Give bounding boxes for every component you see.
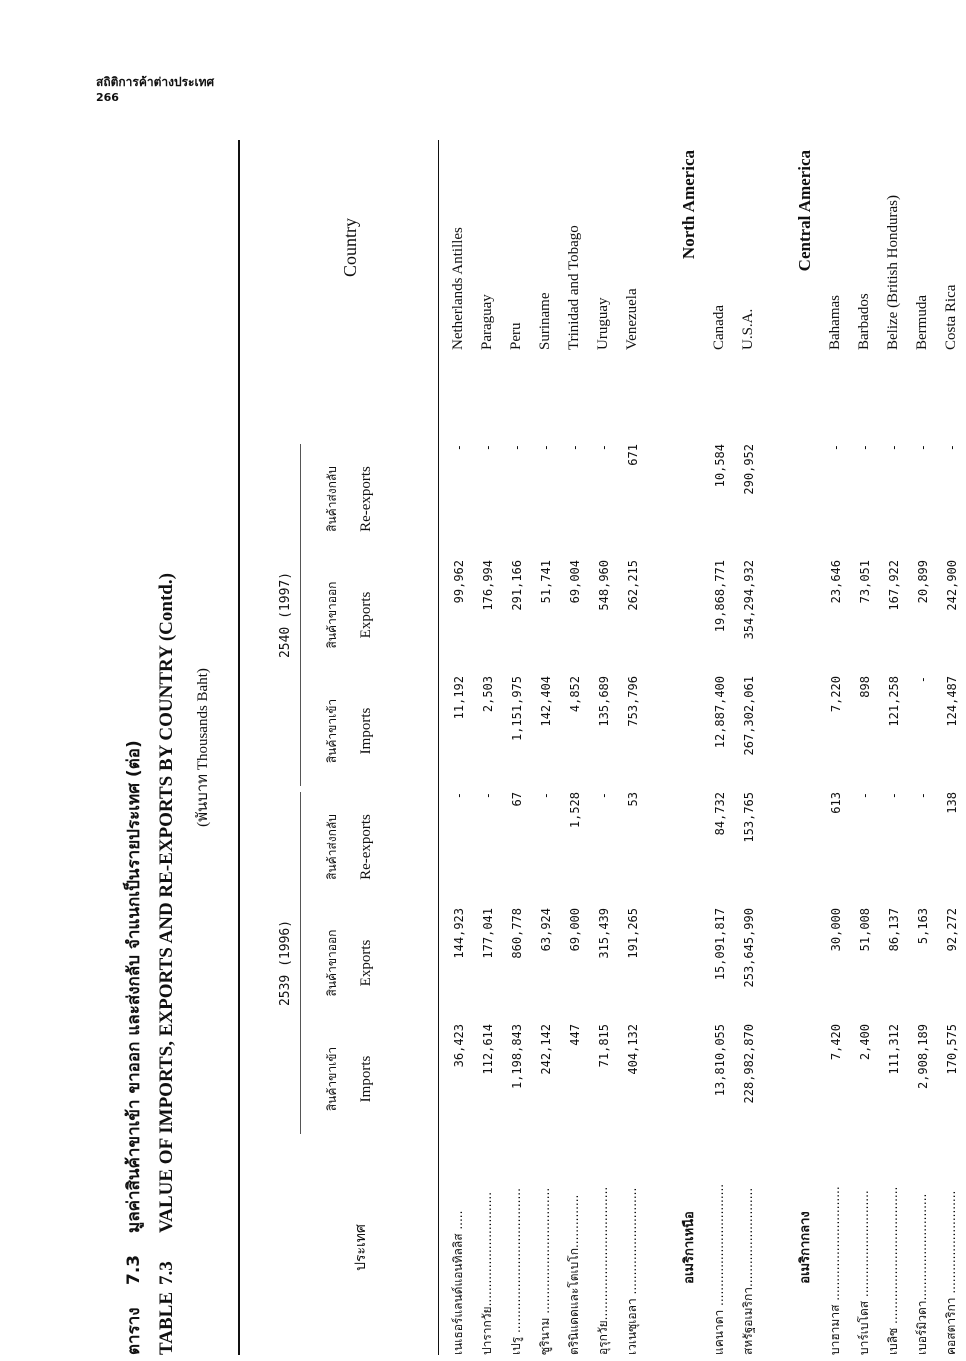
- table-title-english: [156, 573, 178, 1355]
- cell-imports-1996: 7,420: [828, 1024, 843, 1061]
- table-body: [444, 140, 966, 1355]
- country-name-th: คอสตาริกา ...........................: [944, 1190, 958, 1355]
- cell-imports-1996: 447: [567, 1024, 582, 1046]
- table-row: [879, 140, 908, 1355]
- cell-imports-1996: 111,312: [886, 1024, 901, 1075]
- title-th-number: 7.3: [124, 1254, 144, 1285]
- country-name-th: ตรินิแดดและโตเบโก..............: [567, 1194, 581, 1355]
- column-header-reexports-1997: [322, 444, 376, 554]
- cell-exports-1996: 5,163: [915, 908, 930, 945]
- cell-exports-1996: 69,000: [567, 908, 582, 952]
- country-name-en: Barbados: [856, 293, 872, 350]
- table-row: [821, 140, 850, 1355]
- title-th-label: ตาราง: [124, 1307, 144, 1355]
- cell-exports-1996: 144,923: [451, 908, 466, 959]
- cell-imports-1996: 13,810,055: [712, 1024, 727, 1097]
- exports-en-label: Exports: [358, 591, 374, 639]
- cell-reexports-1997: 290,952: [741, 444, 756, 495]
- cell-reexports-1997: -: [944, 444, 959, 452]
- cell-imports-1996: 170,575: [944, 1024, 959, 1075]
- cell-reexports-1997: -: [509, 444, 524, 452]
- cell-exports-1997: 167,922: [886, 560, 901, 611]
- page-number: 266: [96, 91, 119, 104]
- title-en-label: TABLE: [156, 1291, 177, 1355]
- cell-imports-1997: 12,887,400: [712, 676, 727, 749]
- cell-exports-1996: 86,137: [886, 908, 901, 952]
- year-rule-1997: [300, 444, 301, 786]
- cell-reexports-1996: 84,732: [712, 792, 727, 836]
- table-row: [560, 140, 589, 1355]
- region-name-en: North America: [679, 150, 698, 260]
- table-row: [850, 140, 879, 1355]
- column-header-imports-1997: [322, 676, 376, 786]
- title-th-text: มูลค่าสินค้าขาเข้า ขาออก และส่งกลับ จำแนกเป็นรายประเทศ (ต่อ): [124, 740, 144, 1233]
- cell-exports-1997: 291,166: [509, 560, 524, 611]
- country-name-en: Costa Rica: [943, 284, 959, 350]
- country-name-th: เบอร์มิวดา............................: [915, 1193, 929, 1355]
- table-row: [502, 140, 531, 1355]
- cell-exports-1997: 20,899: [915, 560, 930, 604]
- cell-exports-1996: 92,272: [944, 908, 959, 952]
- cell-imports-1997: 7,220: [828, 676, 843, 713]
- cell-reexports-1996: -: [596, 792, 611, 800]
- cell-exports-1997: 242,900: [944, 560, 959, 611]
- cell-exports-1996: 177,041: [480, 908, 495, 959]
- country-name-th: แคนาดา ................................: [712, 1183, 726, 1355]
- cell-imports-1997: 898: [857, 676, 872, 698]
- exports-th-label: สินค้าขาออก: [325, 929, 339, 997]
- imports-en-label: Imports: [358, 1055, 374, 1103]
- country-name-th: เบลิซ ....................................: [886, 1186, 900, 1355]
- cell-reexports-1996: -: [857, 792, 872, 800]
- cell-imports-1997: 121,258: [886, 676, 901, 727]
- column-header-imports-1996: [322, 1024, 376, 1134]
- cell-exports-1996: 30,000: [828, 908, 843, 952]
- exports-th-label: สินค้าขาออก: [325, 581, 339, 649]
- country-name-en: Venezuela: [624, 288, 640, 350]
- unit-label: (พันบาท Thousands Baht): [195, 668, 211, 827]
- cell-reexports-1997: -: [451, 444, 466, 452]
- cell-reexports-1996: -: [451, 792, 466, 800]
- column-header-reexports-1996: [322, 792, 376, 902]
- cell-imports-1997: 11,192: [451, 676, 466, 720]
- cell-reexports-1997: -: [857, 444, 872, 452]
- cell-exports-1997: 354,294,932: [741, 560, 756, 640]
- imports-en-label: Imports: [358, 707, 374, 755]
- region-group-row: [763, 140, 821, 1355]
- title-en-number: 7.3: [156, 1261, 177, 1285]
- table-row: [473, 140, 502, 1355]
- table-title-block: [80, 140, 230, 1355]
- cell-exports-1996: 15,091,817: [712, 908, 727, 981]
- cell-reexports-1997: 10,584: [712, 444, 727, 488]
- cell-exports-1996: 315,439: [596, 908, 611, 959]
- cell-exports-1997: 19,868,771: [712, 560, 727, 633]
- country-name-th: ซูรินาม .................................: [538, 1187, 552, 1355]
- cell-imports-1997: 124,487: [944, 676, 959, 727]
- cell-imports-1996: 1,198,843: [509, 1024, 524, 1090]
- imports-th-label: สินค้าขาเข้า: [325, 698, 339, 764]
- cell-reexports-1997: -: [828, 444, 843, 452]
- cell-reexports-1996: 153,765: [741, 792, 756, 843]
- cell-exports-1997: 99,962: [451, 560, 466, 604]
- cell-imports-1997: 1,151,975: [509, 676, 524, 742]
- country-name-en: Netherlands Antilles: [450, 227, 466, 350]
- cell-exports-1996: 191,265: [625, 908, 640, 959]
- country-name-th: บาร์เบโดส ............................: [857, 1190, 871, 1355]
- cell-reexports-1996: 613: [828, 792, 843, 814]
- cell-reexports-1997: 671: [625, 444, 640, 466]
- column-header-country-th: ประเทศ: [353, 1224, 369, 1271]
- cell-imports-1996: 228,982,870: [741, 1024, 756, 1104]
- cell-exports-1996: 860,778: [509, 908, 524, 959]
- year-rule-1996: [300, 792, 301, 1134]
- region-name-th: อเมริกากลาง: [798, 1211, 813, 1284]
- table-top-rule: [238, 140, 240, 1355]
- reexports-th-label: สินค้าส่งกลับ: [325, 466, 339, 532]
- country-name-th: สหรัฐอเมริกา..........................: [741, 1187, 755, 1355]
- country-name-en: Belize (British Honduras): [885, 195, 901, 350]
- cell-reexports-1997: -: [886, 444, 901, 452]
- cell-reexports-1996: -: [538, 792, 553, 800]
- header-title: สถิติการค้าต่างประเทศ: [96, 75, 215, 89]
- cell-imports-1997: 4,852: [567, 676, 582, 713]
- reexports-en-label: Re-exports: [358, 814, 374, 880]
- cell-reexports-1997: -: [596, 444, 611, 452]
- rotated-table-page: [80, 140, 959, 1355]
- cell-imports-1996: 112,614: [480, 1024, 495, 1075]
- country-name-en: Bermuda: [914, 295, 930, 350]
- country-name-th: เวเนซุเอลา ............................: [625, 1187, 639, 1355]
- cell-imports-1996: 404,132: [625, 1024, 640, 1075]
- page-header: [96, 74, 214, 105]
- country-name-th: เนเธอร์แลนด์แอนทิลลิส .....: [451, 1210, 465, 1355]
- cell-imports-1997: -: [915, 676, 930, 684]
- cell-exports-1996: 63,924: [538, 908, 553, 952]
- exports-en-label: Exports: [358, 939, 374, 987]
- cell-exports-1996: 51,008: [857, 908, 872, 952]
- country-name-en: Peru: [508, 322, 524, 350]
- imports-th-label: สินค้าขาเข้า: [325, 1046, 339, 1112]
- country-name-en: Canada: [711, 305, 727, 350]
- table-row: [618, 140, 647, 1355]
- cell-exports-1997: 23,646: [828, 560, 843, 604]
- year-header-1997: 2540 (1997): [278, 571, 293, 659]
- country-name-en: U.S.A.: [740, 308, 756, 350]
- table-row: [531, 140, 560, 1355]
- cell-reexports-1996: -: [915, 792, 930, 800]
- cell-imports-1997: 142,404: [538, 676, 553, 727]
- table-title-thai: [120, 740, 147, 1355]
- cell-reexports-1996: 1,528: [567, 792, 582, 829]
- title-en-text: VALUE OF IMPORTS, EXPORTS AND RE-EXPORTS BY COUNTRY (Contd.): [156, 573, 177, 1233]
- cell-exports-1997: 176,994: [480, 560, 495, 611]
- table-row: [937, 140, 966, 1355]
- country-name-en: Paraguay: [479, 294, 495, 350]
- country-name-en: Uruguay: [595, 297, 611, 350]
- cell-imports-1997: 135,689: [596, 676, 611, 727]
- reexports-en-label: Re-exports: [358, 466, 374, 532]
- cell-reexports-1997: -: [915, 444, 930, 452]
- cell-reexports-1996: 67: [509, 792, 524, 807]
- reexports-th-label: สินค้าส่งกลับ: [325, 814, 339, 880]
- table-row: [705, 140, 734, 1355]
- cell-imports-1996: 71,815: [596, 1024, 611, 1068]
- data-table: [230, 140, 959, 1355]
- cell-imports-1997: 267,302,061: [741, 676, 756, 756]
- table-row: [734, 140, 763, 1355]
- cell-imports-1997: 753,796: [625, 676, 640, 727]
- cell-reexports-1996: 53: [625, 792, 640, 807]
- year-header-1996: 2539 (1996): [278, 919, 293, 1007]
- cell-reexports-1997: -: [567, 444, 582, 452]
- cell-exports-1997: 73,051: [857, 560, 872, 604]
- header-bottom-rule: [438, 140, 439, 1355]
- column-header-exports-1997: [322, 560, 376, 670]
- cell-exports-1997: 69,004: [567, 560, 582, 604]
- country-name-th: อุรุกวัย...................................: [596, 1186, 610, 1355]
- country-name-th: ปารากวัย..............................: [480, 1191, 494, 1355]
- country-name-th: บาฮามาส ..............................: [828, 1186, 842, 1355]
- region-group-row: [647, 140, 705, 1355]
- region-name-en: Central America: [795, 150, 814, 272]
- cell-exports-1997: 548,960: [596, 560, 611, 611]
- country-name-en: Bahamas: [827, 295, 843, 350]
- country-name-en: Suriname: [537, 292, 553, 350]
- cell-exports-1997: 262,215: [625, 560, 640, 611]
- country-name-en: Trinidad and Tobago: [566, 225, 582, 350]
- cell-imports-1996: 36,423: [451, 1024, 466, 1068]
- cell-imports-1996: 242,142: [538, 1024, 553, 1075]
- cell-reexports-1997: -: [480, 444, 495, 452]
- cell-imports-1997: 2,503: [480, 676, 495, 713]
- column-header-country-en: Country: [340, 218, 360, 278]
- cell-reexports-1997: -: [538, 444, 553, 452]
- table-row: [444, 140, 473, 1355]
- cell-reexports-1996: -: [480, 792, 495, 800]
- table-row: [908, 140, 937, 1355]
- cell-reexports-1996: 138: [944, 792, 959, 814]
- table-row: [589, 140, 618, 1355]
- column-header-exports-1996: [322, 908, 376, 1018]
- cell-exports-1996: 253,645,990: [741, 908, 756, 988]
- cell-reexports-1996: -: [886, 792, 901, 800]
- cell-imports-1996: 2,400: [857, 1024, 872, 1061]
- cell-imports-1996: 2,908,189: [915, 1024, 930, 1090]
- region-name-th: อเมริกาเหนือ: [682, 1211, 697, 1284]
- cell-exports-1997: 51,741: [538, 560, 553, 604]
- country-name-th: เปรู ......................................: [509, 1188, 523, 1355]
